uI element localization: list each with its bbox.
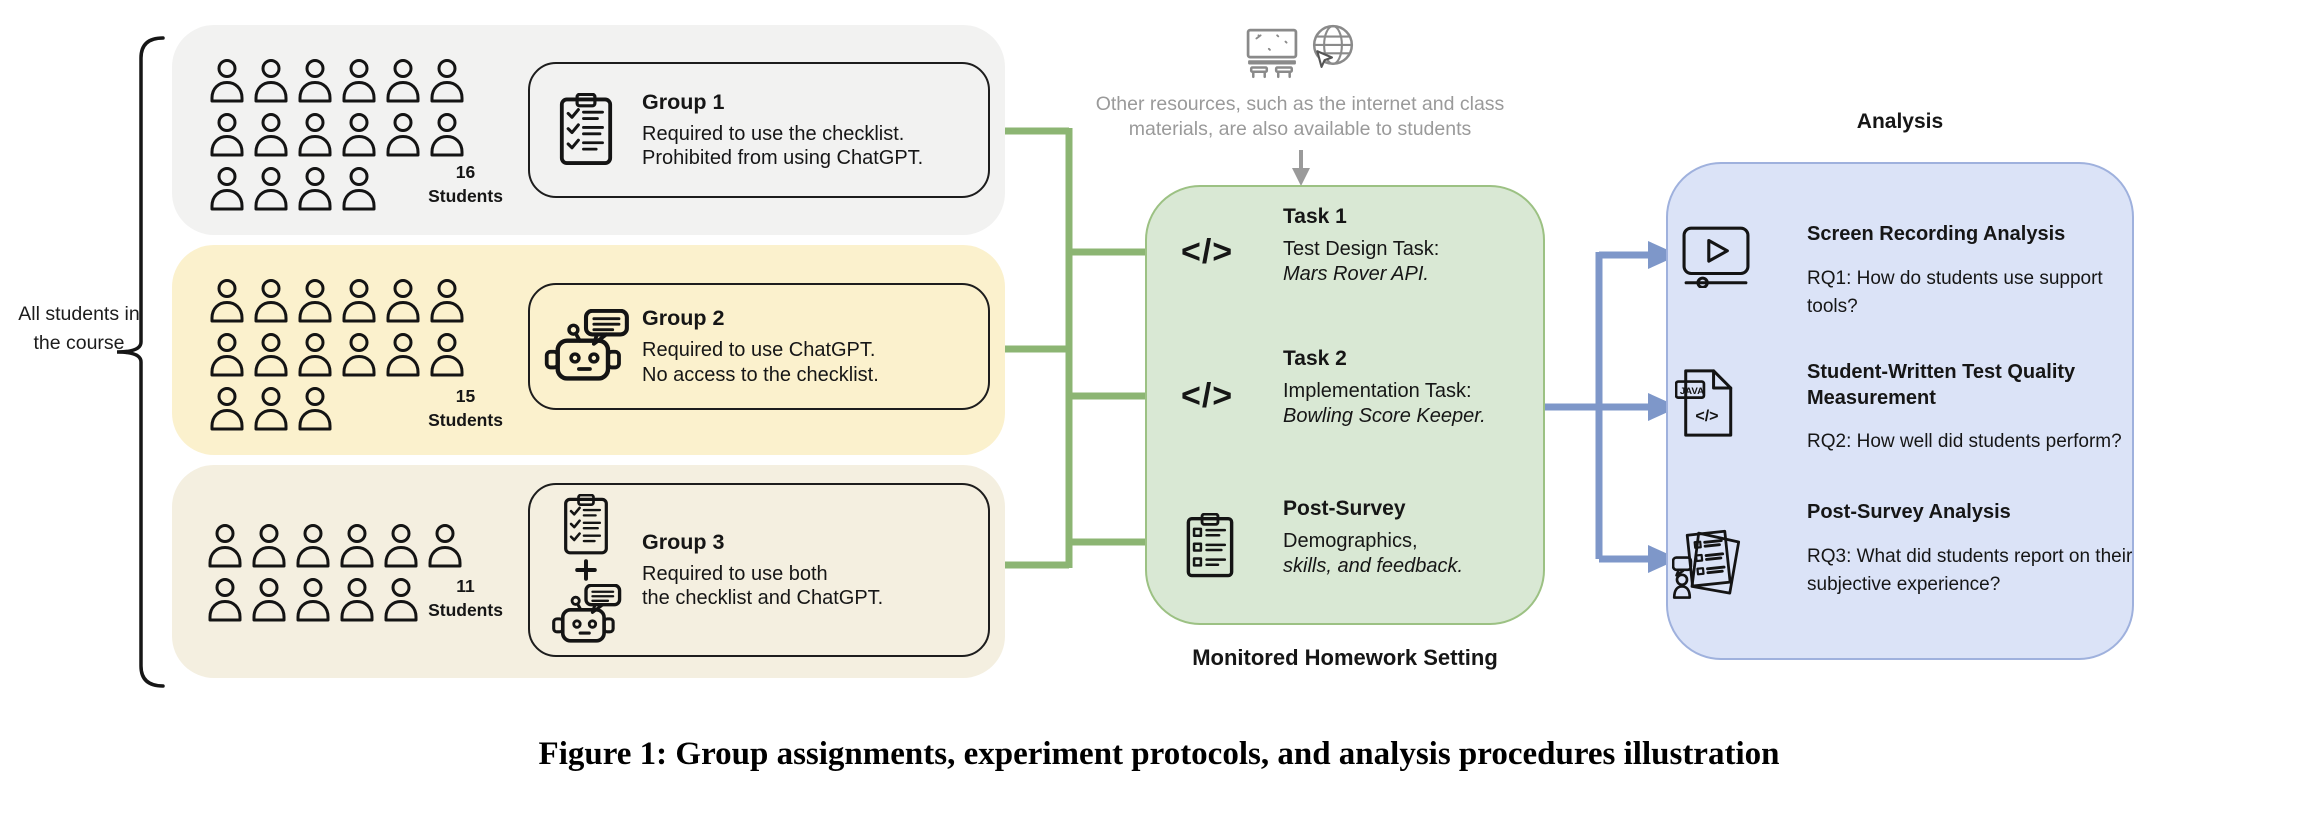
task-2-line2: Bowling Score Keeper. <box>1283 404 1486 427</box>
screen-recording-item <box>1668 222 2132 322</box>
group-2-text <box>642 306 988 387</box>
task-1-line2: Mars Rover API. <box>1283 262 1429 285</box>
task-1-text <box>1283 205 1543 287</box>
student-icon <box>427 332 467 377</box>
figure-caption: Figure 1: Group assignments, experiment protocols, and analysis procedures illustration <box>538 736 1780 772</box>
student-icon <box>427 278 467 323</box>
student-icon <box>207 278 247 323</box>
survey-feedback-icon <box>1672 522 1752 602</box>
student-icon <box>383 112 423 157</box>
student-icon <box>249 523 289 568</box>
student-icon <box>339 332 379 377</box>
student-icon <box>295 58 335 103</box>
checklist-icon <box>561 494 611 556</box>
student-icon <box>251 278 291 323</box>
post-survey-item <box>1147 497 1543 579</box>
group-2-count <box>418 385 513 432</box>
group-3-panel <box>172 465 1005 678</box>
student-icon <box>425 523 465 568</box>
student-icon <box>383 58 423 103</box>
student-icon <box>339 112 379 157</box>
student-icon <box>251 112 291 157</box>
rq2-question: RQ2: How well did students perform? <box>1807 431 2122 453</box>
rq3-question: RQ3: What did students report on their subjective experience? <box>1807 545 2133 596</box>
count-word: Students <box>428 185 503 206</box>
svg-text:JAVA: JAVA <box>1679 385 1705 397</box>
student-row <box>205 523 465 568</box>
group-2-title: Group 2 <box>642 306 725 331</box>
student-icon <box>295 112 335 157</box>
group-3-title: Group 3 <box>642 529 725 554</box>
all-students-label: All students in the course <box>18 303 140 355</box>
student-icon <box>251 332 291 377</box>
other-resources-note <box>1040 92 1560 143</box>
count-number: 15 <box>455 386 476 406</box>
group-2-panel <box>172 245 1005 455</box>
test-quality-item <box>1668 360 2132 457</box>
task-2-text <box>1283 347 1543 429</box>
monitored-homework-label: Monitored Homework Setting <box>1192 645 1498 670</box>
count-number: 11 <box>456 576 475 596</box>
java-file-icon <box>1675 368 1735 438</box>
survey-clipboard-icon <box>1183 513 1237 579</box>
code-icon: </> <box>1181 233 1234 271</box>
test-quality-title: Student-Written Test Quality Measurement <box>1807 361 2076 409</box>
student-row <box>207 58 467 103</box>
student-icon <box>337 577 377 622</box>
student-icon <box>295 278 335 323</box>
screen-recording-title: Screen Recording Analysis <box>1807 223 2066 245</box>
group-1-desc-line1: Required to use the checklist. <box>642 122 905 145</box>
group-3-desc-line1: Required to use both <box>642 562 828 585</box>
student-icon <box>295 332 335 377</box>
student-icon <box>251 166 291 211</box>
other-resources-icons <box>1246 22 1356 84</box>
student-icon <box>293 523 333 568</box>
group-3-info-box <box>528 483 990 657</box>
student-row <box>207 332 467 377</box>
rq1-question: RQ1: How do students use support tools? <box>1807 267 2103 318</box>
student-icon <box>207 332 247 377</box>
student-icon <box>427 112 467 157</box>
post-survey-line1: Demographics, <box>1283 530 1418 552</box>
task-1-item <box>1147 205 1543 287</box>
group-1-panel <box>172 25 1005 235</box>
student-icon <box>249 577 289 622</box>
student-icon <box>251 58 291 103</box>
task-2-item <box>1147 347 1543 429</box>
student-icon <box>205 523 245 568</box>
chatbot-icon <box>530 309 642 385</box>
post-survey-analysis-text <box>1807 500 2139 600</box>
blue-connector-lines <box>1545 252 1650 559</box>
student-icon <box>383 278 423 323</box>
note-line2: materials, are also available to students <box>1128 118 1472 141</box>
post-survey-analysis-title: Post-Survey Analysis <box>1807 501 2011 523</box>
count-number: 16 <box>455 162 476 182</box>
student-row <box>207 278 467 323</box>
group-1-info-box <box>528 62 990 198</box>
student-icon <box>383 332 423 377</box>
student-icon <box>295 166 335 211</box>
student-icon <box>293 577 333 622</box>
group-3-count <box>418 575 513 622</box>
group-3-desc-line2: the checklist and ChatGPT. <box>642 587 884 609</box>
post-survey-analysis-item <box>1668 500 2132 600</box>
student-icon <box>205 577 245 622</box>
student-icon <box>207 112 247 157</box>
group-1-text <box>642 90 988 171</box>
student-icon <box>207 386 247 431</box>
internet-globe-icon <box>1310 22 1356 70</box>
analysis-box <box>1666 162 2134 660</box>
svg-text:</>: </> <box>1695 407 1719 426</box>
group-2-desc-line1: Required to use ChatGPT. <box>642 339 876 362</box>
count-word: Students <box>428 409 503 430</box>
student-icon <box>251 386 291 431</box>
post-survey-line2: skills, and feedback. <box>1283 554 1464 577</box>
plus-icon <box>575 559 597 581</box>
group-1-count <box>418 161 513 208</box>
task-1-title: Task 1 <box>1283 205 1347 228</box>
group-1-title: Group 1 <box>642 89 725 114</box>
task-1-line1: Test Design Task: <box>1283 238 1440 260</box>
count-word: Students <box>428 599 503 620</box>
analysis-heading: Analysis <box>1856 110 1944 133</box>
post-survey-title: Post-Survey <box>1283 497 1406 520</box>
group-1-desc-line2: Prohibited from using ChatGPT. <box>642 147 924 169</box>
classroom-icon <box>1246 22 1298 84</box>
task-2-title: Task 2 <box>1283 347 1347 370</box>
student-icon <box>337 523 377 568</box>
student-icon <box>207 58 247 103</box>
student-icon <box>381 523 421 568</box>
all-students-brace <box>117 38 163 686</box>
student-icon <box>339 278 379 323</box>
student-icon <box>381 577 421 622</box>
student-icon <box>339 58 379 103</box>
student-icon <box>295 386 335 431</box>
checklist-plus-chatbot-icon <box>530 494 642 646</box>
group-2-desc-line2: No access to the checklist. <box>642 363 879 386</box>
student-icon <box>207 166 247 211</box>
student-icon <box>339 166 379 211</box>
test-quality-text <box>1807 360 2139 457</box>
student-row <box>207 112 467 157</box>
group-2-info-box <box>528 283 990 410</box>
code-icon: </> <box>1181 377 1234 415</box>
resources-arrow-head <box>1292 168 1310 186</box>
group-3-text <box>642 530 988 611</box>
student-icon <box>427 58 467 103</box>
checklist-icon <box>530 93 642 167</box>
screen-recording-text <box>1807 222 2139 322</box>
post-survey-text <box>1283 497 1543 579</box>
green-connector-lines <box>1005 128 1152 568</box>
monitored-homework-box <box>1145 185 1545 625</box>
chatbot-icon <box>549 584 623 646</box>
video-player-icon <box>1682 226 1750 288</box>
task-2-line1: Implementation Task: <box>1283 380 1472 402</box>
note-line1: Other resources, such as the internet and class <box>1095 93 1505 115</box>
